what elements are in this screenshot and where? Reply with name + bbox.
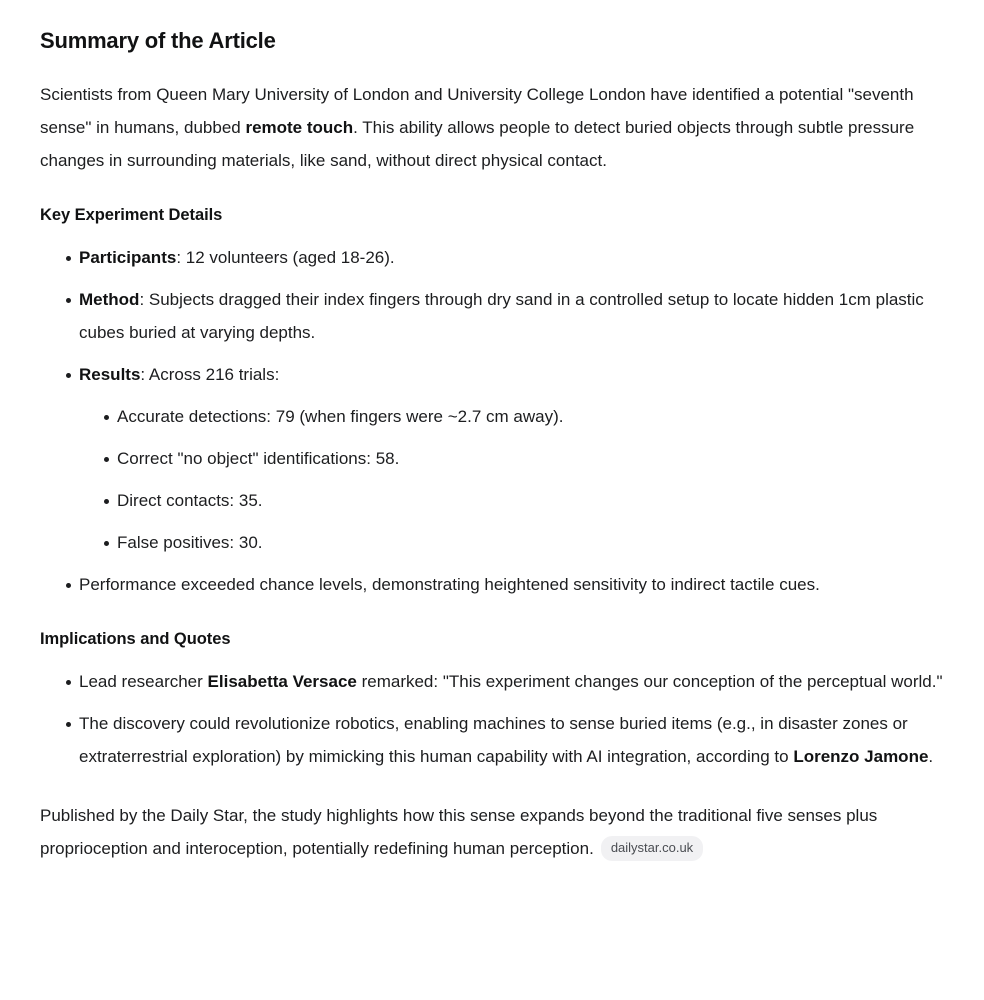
intro-paragraph	[40, 78, 958, 177]
bullet-text: .	[928, 747, 934, 766]
intro-bold-term: remote touch	[245, 118, 354, 137]
intro-text-after: . This ability allows people to detect buried objects through subtle pressure changes in surrounding materials, like sand, without direct physical contact.	[40, 118, 915, 170]
list-item	[40, 707, 958, 773]
section-heading-implications-and-quotes: Implications and Quotes	[40, 630, 231, 648]
list-item	[40, 568, 958, 601]
list-item: Correct "no object" identifications: 58.	[79, 442, 958, 475]
bullet-text: remarked: "This experiment changes our conception of the perceptual world."	[356, 672, 943, 691]
bullet-text: Performance exceeded chance levels, demonstrating heightened sensitivity to indirect tactile cues.	[79, 575, 820, 594]
bullet-label: Elisabetta Versace	[207, 672, 357, 691]
intro-text-before: Scientists from Queen Mary University of London and University College London have identified a potential "seventh sense" in humans, dubbed	[40, 85, 914, 137]
list-item	[40, 665, 958, 698]
list-item: Direct contacts: 35.	[79, 484, 958, 517]
bullet-label: Method	[79, 290, 140, 309]
list-item: False positives: 30.	[79, 526, 958, 559]
page-title: Summary of the Article	[40, 28, 276, 53]
closing-paragraph	[40, 799, 958, 865]
list-item	[40, 358, 958, 559]
bullet-label: Participants	[79, 248, 177, 267]
bullet-label: Lorenzo Jamone	[793, 747, 929, 766]
bullet-text: : Subjects dragged their index fingers through dry sand in a controlled setup to locate hidden 1cm plastic cubes buried at varying depths.	[79, 290, 924, 342]
list-item: Accurate detections: 79 (when fingers were ~2.7 cm away).	[79, 400, 958, 433]
bullet-prefix: The discovery could revolutionize robotics, enabling machines to sense buried items (e.g., in disaster zones or extraterrestrial exploration) by mimicking this human capability with AI integration, according to	[79, 714, 908, 766]
bullet-prefix: Lead researcher	[79, 672, 208, 691]
list-item	[40, 283, 958, 349]
list-item	[40, 241, 958, 274]
bullet-text: : Across 216 trials:	[140, 365, 280, 384]
section-heading-key-experiment-details: Key Experiment Details	[40, 206, 223, 224]
bullet-text: : 12 volunteers (aged 18-26).	[176, 248, 395, 267]
implications-and-quotes-list	[40, 665, 958, 773]
bullet-label: Results	[79, 365, 141, 384]
closing-text: Published by the Daily Star, the study highlights how this sense expands beyond the traditional five senses plus proprioception and interoception, potentially redefining human perception.	[40, 806, 878, 858]
key-experiment-details-list	[40, 241, 958, 601]
citation-source-chip[interactable]: dailystar.co.uk	[601, 836, 703, 861]
results-sub-list	[79, 400, 958, 559]
